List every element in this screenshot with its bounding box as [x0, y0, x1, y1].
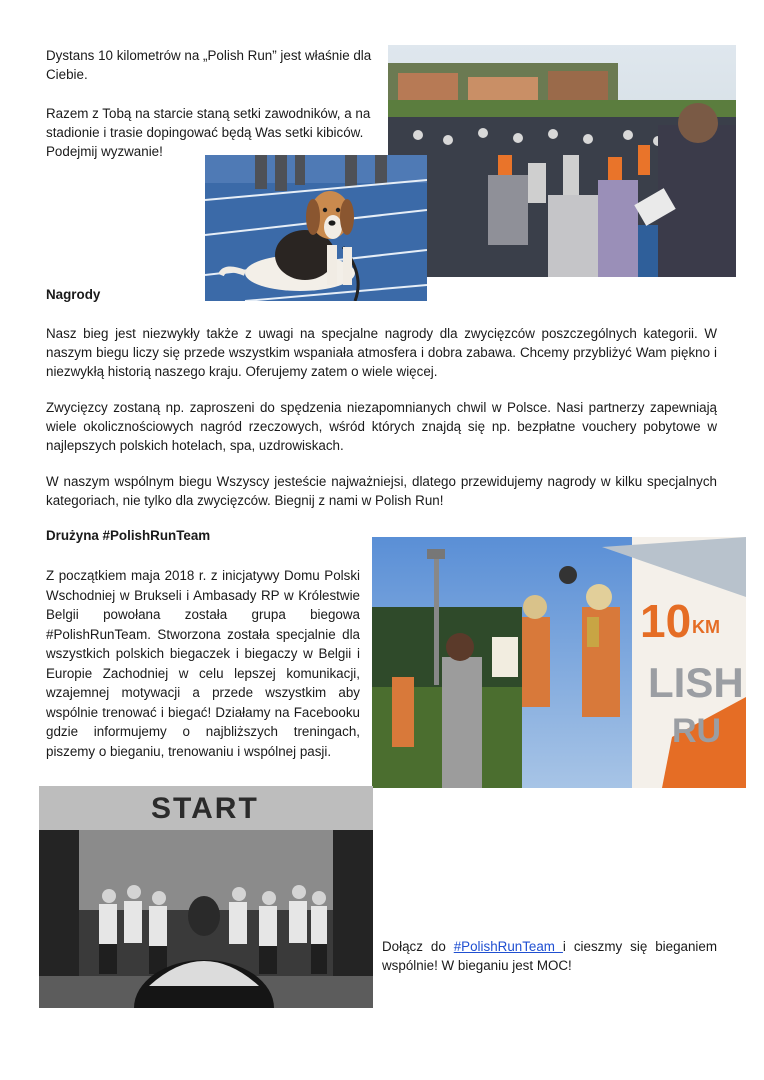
- banner-km-text: KM: [692, 617, 720, 637]
- join-text-before: Dołącz do: [382, 939, 454, 954]
- nagrody-paragraph-3: W naszym wspólnym biegu Wszyscy jesteście najważniejsi, dlatego przewidujemy nagrody w kilku specjalnych kategoriach, nie tylko dla zwycięzców. Biegnij z nami w Polish Run!: [46, 474, 717, 508]
- join-text-after: i cieszmy się bieganiem wspólnie! W bieganiu jest MOC!: [382, 939, 718, 973]
- start-sign-text: START: [151, 792, 259, 825]
- banner-run-text: RU: [672, 712, 722, 750]
- nagrody-paragraph-2: Zwycięzcy zostaną np. zaproszeni do spędzenia niezapomnianych chwil w Polsce. Nasi partnerzy zapewniają wiele okolicznościowych nagród rzeczowych, wśród których znajdą się np. bezpłatne vouchery pobytowe w najlepszych polskich hotelach, spa, uzdrowiskach.: [46, 400, 717, 453]
- intro-paragraph-2: Razem z Tobą na starcie staną setki zawodników, a na stadionie i trasie dopingować będą Was setki kibiców. Podejmij wyzwanie!: [46, 106, 371, 159]
- beagle-dog-photo: [205, 155, 427, 301]
- nagrody-paragraph-1: Nasz bieg jest niezwykły także z uwagi na specjalne nagrody dla zwycięzców poszczególnych kategorii. W naszym biegu liczy się przede wszystkim wspaniała atmosfera i dobra zabawa. Chcemy przybliżyć Wam piękno i niezwykłą historią naszego kraju. Oferujemy zatem o wiele więcej.: [46, 326, 717, 379]
- start-line-photo: [39, 786, 373, 1008]
- team-heading: Drużyna #PolishRunTeam: [46, 528, 211, 543]
- banner-polish-text: LISH: [648, 659, 744, 706]
- banner-10-text: 10: [640, 595, 692, 647]
- nagrody-heading: Nagrody: [46, 287, 101, 302]
- team-paragraph: Z początkiem maja 2018 r. z inicjatywy Domu Polski Wschodniej w Brukseli i Ambasady RP w Królestwie Belgii powołana została grupa biegowa #PolishRunTeam. Stworzona została specjalnie dla wszystkich polskich biegaczek i biegaczy w Belgii i Europie Zachodniej w celu lepszej komunikacji, wzajemnej motywacji a przede wszystkim aby wspólnie trenować i biegać! Działamy na Facebooku gdzie informujemy o najbliższych treningach, piszemy o bieganiu, trenowaniu i wspólnej pasji.: [46, 568, 360, 759]
- stadium-crowd-photo: [388, 45, 736, 277]
- intro-paragraph-1: Dystans 10 kilometrów na „Polish Run” jest właśnie dla Ciebie.: [46, 48, 372, 82]
- podium-ceremony-photo: [372, 537, 746, 788]
- join-team-paragraph: [382, 937, 717, 975]
- polishrunteam-link[interactable]: #PolishRunTeam: [453, 939, 563, 954]
